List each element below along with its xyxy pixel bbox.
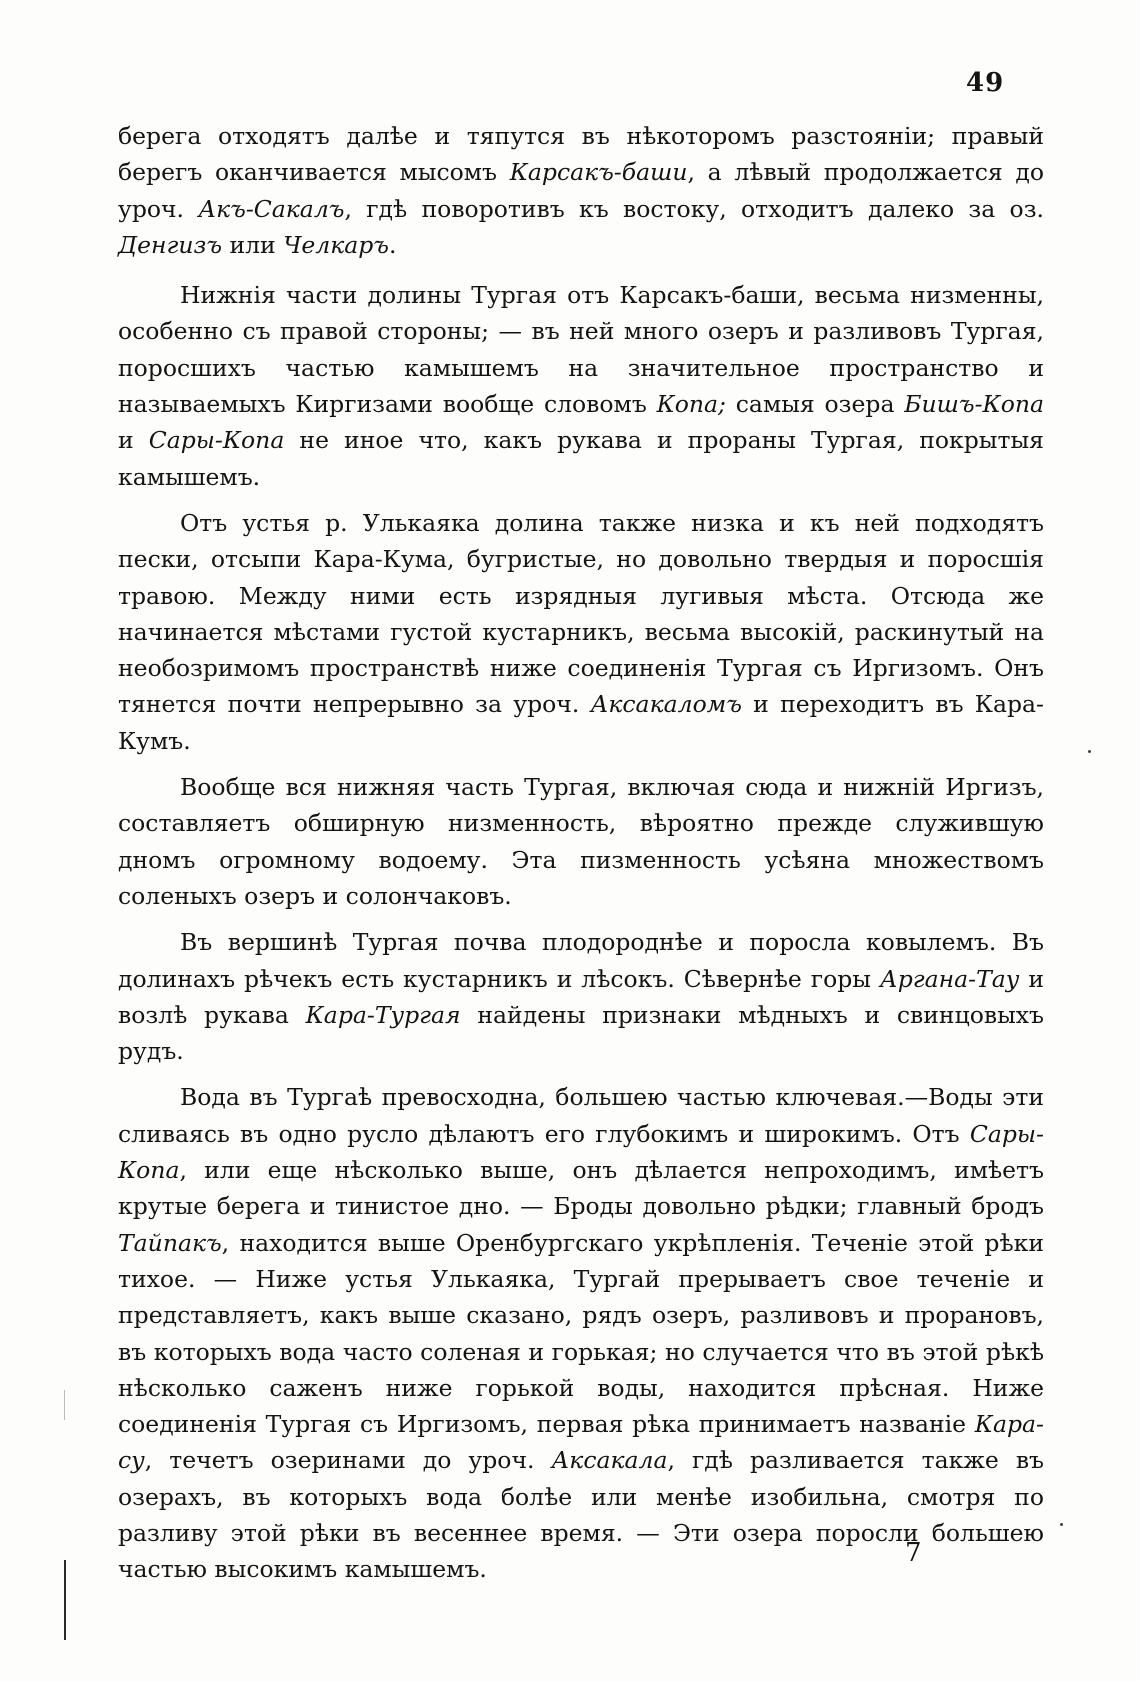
italic-term: Тайпакъ: [118, 1228, 222, 1257]
ink-speck: [1088, 750, 1091, 753]
italic-term: Копа;: [656, 390, 726, 419]
italic-term: Аксакаломъ: [590, 690, 742, 719]
text-run: .: [388, 230, 397, 259]
italic-term: Сары-Копа: [118, 1119, 1044, 1185]
text-run: найдены признаки мѣдныхъ и свинцовыхъ рудъ.: [118, 1000, 1044, 1066]
italic-term: Денгизъ: [118, 230, 222, 259]
italic-term: Сары-Копа: [148, 426, 285, 455]
italic-term: Бишъ-Копа: [904, 390, 1044, 419]
text-run: , гдѣ разливается также въ озерахъ, въ которыхъ вода болѣе или менѣе изобильна, смотря по разливу этой рѣки въ весеннее время. — Эти озера поросли большею частью высокимъ камышемъ.: [118, 1446, 1044, 1584]
paragraph: [118, 924, 1044, 1069]
text-run: Отъ устья р. Улькаяка долина также низка и къ ней подходятъ пески, отсыпи Кара-Кума, бугристые, но довольно твердыя и поросшія травою. Между ними есть изрядныя лугивыя мѣста. Отсюда же начинается мѣстами густой кустарникъ, весьма высокій, раскинутый на необозримомъ пространствѣ ниже соединенія Тургая съ Иргизомъ. Онъ тянется почти непрерывно за уроч.: [118, 508, 1044, 719]
paragraph: [118, 769, 1044, 914]
italic-term: Аксакала: [551, 1446, 668, 1475]
signature-mark: 7: [905, 1538, 922, 1568]
paragraph: [118, 1079, 1044, 1587]
text-run: Вообще вся нижняя часть Тургая, включая сюда и нижній Иргизъ, составляетъ обширную низменность, вѣроятно прежде служившую дномъ огромному водоему. Эта пизменность усѣяна множествомъ соленыхъ озеръ и солончаковъ.: [118, 773, 1044, 910]
text-run: Нижнія части долины Тургая отъ Карсакъ-баши, весьма низменны, особенно съ правой стороны; — въ ней много озеръ и разливовъ Тургая, поросшихъ частью камышемъ на значительное пространство и называемыхъ Киргизами вообще словомъ: [118, 281, 1044, 419]
text-run: Въ вершинѣ Тургая почва плодороднѣе и поросла ковылемъ. Въ долинахъ рѣчекъ есть кустарникъ и лѣсокъ. Сѣвернѣе горы: [118, 928, 1044, 993]
italic-term: Акъ-Сакалъ: [198, 194, 345, 223]
italic-term: Кара-су: [118, 1410, 1044, 1475]
page-number: 49: [966, 68, 1005, 98]
text-run: и возлѣ рукава: [118, 964, 1044, 1029]
text-run: , или еще нѣсколько выше, онъ дѣлается непроходимъ, имѣетъ крутые берега и тинистое дно. — Броды довольно рѣдки; главный бродъ: [118, 1156, 1044, 1221]
margin-binding-mark: [64, 1390, 65, 1420]
text-run: , находится выше Оренбургскаго укрѣпленія. Теченіе этой рѣки тихое. — Ниже устья Улькаяка, Тургай прерываетъ свое теченіе и представляетъ, какъ выше сказано, рядъ озеръ, разливовъ и прорановъ, въ которыхъ вода часто соленая и горькая; но случается что въ этой рѣкѣ нѣсколько саженъ ниже горькой воды, находится прѣсная. Ниже соединенія Тургая съ Иргизомъ, первая рѣка принимаетъ названіе: [118, 1228, 1044, 1439]
body-text: [118, 118, 1044, 1588]
text-run: , течетъ озеринами до уроч.: [144, 1446, 552, 1475]
text-run: и: [118, 426, 149, 455]
text-run: берега отходятъ далѣе и тяпутся въ нѣкоторомъ разстояніи; правый берегъ оканчивается мысомъ: [118, 122, 1044, 187]
ink-speck: [1060, 1523, 1063, 1526]
paragraph: [118, 118, 1044, 263]
italic-term: Кара-Тургая: [305, 1000, 461, 1029]
text-run: не иное что, какъ рукава и прораны Тургая, покрытыя камышемъ.: [118, 426, 1045, 491]
paragraph: [118, 277, 1044, 495]
text-run: Вода въ Тургаѣ превосходна, большею частью ключевая.—Воды эти сливаясь въ одно русло дѣлаютъ его глубокимъ и широкимъ. Отъ: [118, 1083, 1044, 1148]
italic-term: Аргана-Тау: [879, 964, 1020, 993]
text-run: и переходитъ въ Кара-Кумъ.: [118, 690, 1044, 755]
text-run: , а лѣвый продолжается до уроч.: [118, 158, 1044, 223]
text-run: , гдѣ поворотивъ къ востоку, отходитъ далеко за оз.: [344, 194, 1044, 223]
text-run: самыя озера: [725, 390, 905, 419]
margin-binding-mark: [64, 1560, 66, 1640]
text-run: или: [221, 230, 284, 259]
italic-term: Челкаръ: [283, 230, 389, 259]
paragraph: [118, 505, 1044, 759]
italic-term: Карсакъ-баши: [509, 158, 688, 187]
